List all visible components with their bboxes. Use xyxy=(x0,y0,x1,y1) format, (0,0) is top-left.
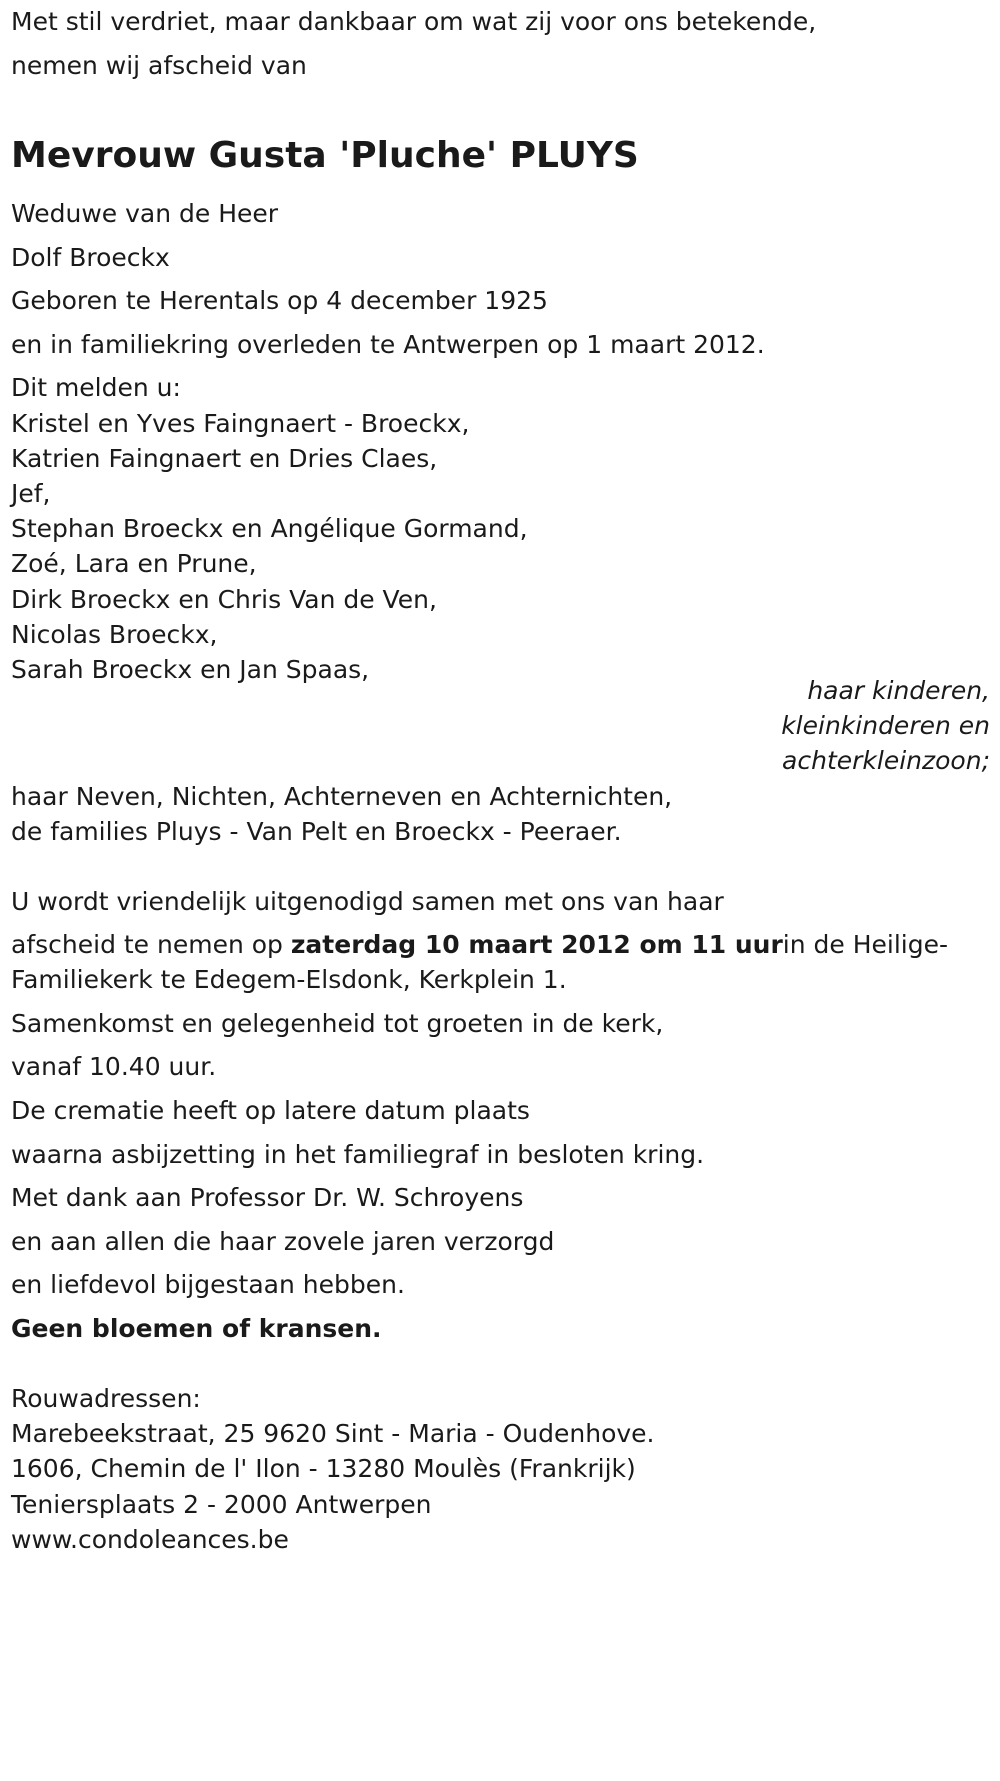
cremation-line-1: De crematie heeft op latere datum plaats xyxy=(11,1096,530,1125)
addresses-heading: Rouwadressen: xyxy=(11,1384,201,1413)
family-member: Sarah Broeckx en Jan Spaas, xyxy=(11,655,370,684)
address-line: Marebeekstraat, 25 9620 Sint - Maria - Oudenhove. xyxy=(11,1419,655,1448)
family-member: Jef, xyxy=(11,479,51,508)
intro-line-2: nemen wij afscheid van xyxy=(11,51,307,80)
address-line: 1606, Chemin de l' Ilon - 13280 Moulès (Frankrijk) xyxy=(11,1454,636,1483)
thanks-line-2: en aan allen die haar zovele jaren verzorgd xyxy=(11,1227,555,1256)
ceremony-invite: U wordt vriendelijk uitgenodigd samen met ons van haar xyxy=(11,887,724,916)
family-member: Kristel en Yves Faingnaert - Broeckx, xyxy=(11,409,470,438)
birth-info: Geboren te Herentals op 4 december 1925 xyxy=(11,286,548,315)
gathering-time: vanaf 10.40 uur. xyxy=(11,1052,217,1081)
thanks-line-1: Met dank aan Professor Dr. W. Schroyens xyxy=(11,1183,524,1212)
thanks-line-3: en liefdevol bijgestaan hebben. xyxy=(11,1270,405,1299)
family-member: Stephan Broeckx en Angélique Gormand, xyxy=(11,514,528,543)
ceremony-date-line xyxy=(11,929,948,961)
ceremony-prefix: afscheid te nemen op xyxy=(11,930,291,959)
address-line: Teniersplaats 2 - 2000 Antwerpen xyxy=(11,1490,432,1519)
ceremony-datetime: zaterdag 10 maart 2012 om 11 uur xyxy=(290,930,783,959)
gathering-info: Samenkomst en gelegenheid tot groeten in de kerk, xyxy=(11,1009,664,1038)
deceased-name: Mevrouw Gusta 'Pluche' PLUYS xyxy=(11,135,639,176)
announcers-heading: Dit melden u: xyxy=(11,373,181,402)
cremation-line-2: waarna asbijzetting in het familiegraf in besloten kring. xyxy=(11,1140,705,1169)
family-member: Nicolas Broeckx, xyxy=(11,620,218,649)
death-info: en in familiekring overleden te Antwerpen op 1 maart 2012. xyxy=(11,330,765,359)
family-member: Zoé, Lara en Prune, xyxy=(11,549,257,578)
widow-of: Weduwe van de Heer xyxy=(11,199,279,228)
no-flowers-notice: Geen bloemen of kransen. xyxy=(11,1314,382,1343)
family-member: Dirk Broeckx en Chris Van de Ven, xyxy=(11,585,437,614)
ceremony-suffix: in de Heilige- xyxy=(782,930,949,959)
family-member: Katrien Faingnaert en Dries Claes, xyxy=(11,444,438,473)
website-link[interactable]: www.condoleances.be xyxy=(11,1525,289,1554)
husband-name: Dolf Broeckx xyxy=(11,243,170,272)
extended-family: haar Neven, Nichten, Achterneven en Achternichten, xyxy=(11,782,673,811)
relation-line: achterkleinzoon; xyxy=(782,746,990,775)
relation-line: kleinkinderen en xyxy=(781,711,990,740)
relation-line: haar kinderen, xyxy=(807,676,990,705)
intro-line-1: Met stil verdriet, maar dankbaar om wat zij voor ons betekende, xyxy=(11,7,817,36)
ceremony-location: Familiekerk te Edegem-Elsdonk, Kerkplein 1. xyxy=(11,965,567,994)
extended-family: de families Pluys - Van Pelt en Broeckx - Peeraer. xyxy=(11,817,622,846)
